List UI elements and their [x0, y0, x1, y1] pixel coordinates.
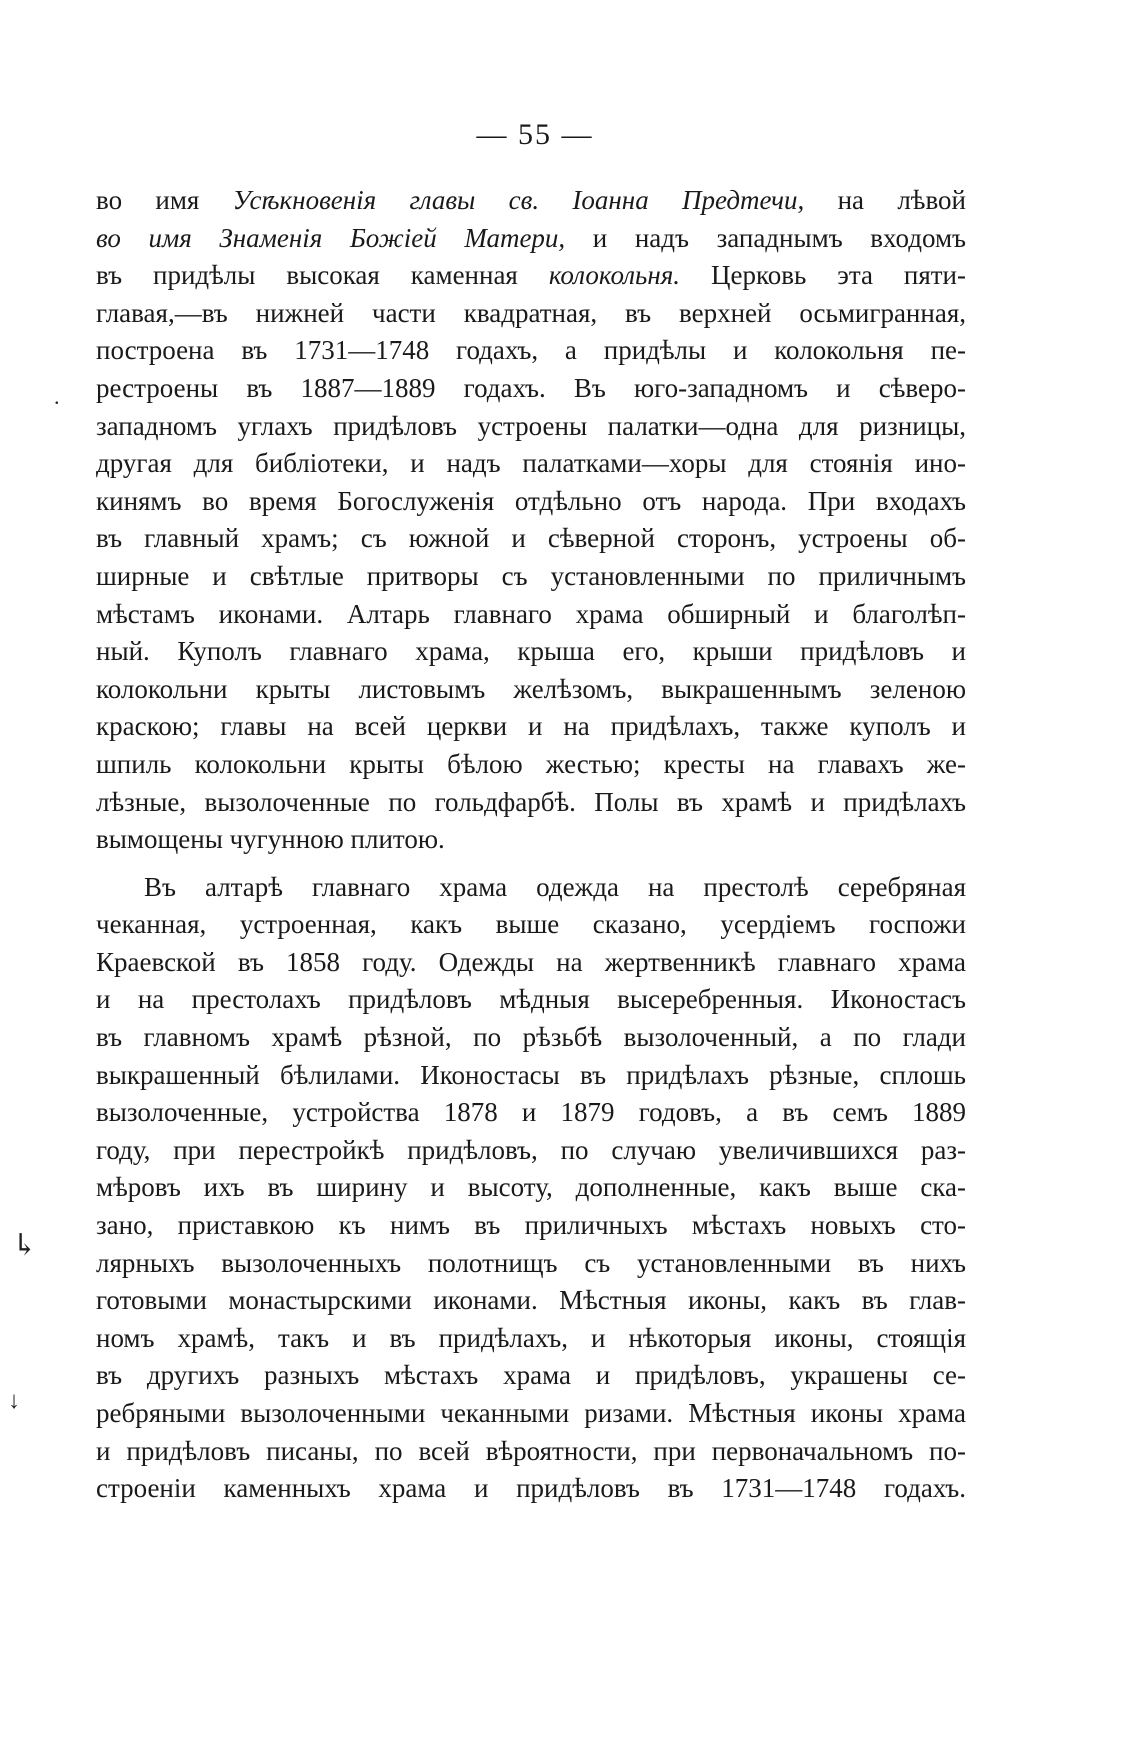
text-line: шпиль колокольни крыты бѣлою жестью; кресты на главахъ же- [96, 748, 966, 779]
text-line: лѣзные, вызолоченные по гольдфарбѣ. Полы въ храмѣ и придѣлахъ [96, 786, 966, 817]
text-line: ширные и свѣтлые притворы съ установленными по приличнымъ [96, 560, 966, 591]
text-line: зано, приставкою къ нимъ въ приличныхъ мѣстахъ новыхъ сто- [96, 1210, 966, 1241]
text-line: краскою; главы на всей церкви и на придѣлахъ, также куполъ и [96, 711, 966, 742]
text-line: готовыми монастырскими иконами. Мѣстныя иконы, какъ въ глав- [96, 1285, 966, 1316]
text-line: другая для библіотеки, и надъ палатками—хоры для стоянія ино- [96, 448, 966, 479]
text-line: въ другихъ разныхъ мѣстахъ храма и придѣловъ, украшены се- [96, 1360, 966, 1391]
text-line: чеканная, устроенная, какъ выше сказано, усердіемъ госпожи [96, 909, 966, 940]
paragraph-gap [96, 859, 966, 869]
text-line: лярныхъ вызолоченныхъ полотнищъ съ установленными въ нихъ [96, 1247, 966, 1278]
text-line: рестроены въ 1887—1889 годахъ. Въ юго-западномъ и сѣверо- [96, 372, 966, 403]
text-line: выкрашенный бѣлилами. Иконостасы въ придѣлахъ рѣзные, сплошь [96, 1059, 966, 1090]
text-line: строеніи каменныхъ храма и придѣловъ въ 1731—1748 годахъ. [96, 1473, 966, 1504]
body-text [96, 182, 966, 1508]
margin-pencil-mark: ↓ [8, 1388, 20, 1414]
paragraph [96, 182, 966, 859]
italic-term: колокольня. [548, 260, 681, 291]
text-line: во имя Знаменія Божіей Матери, и надъ западнымъ входомъ [96, 222, 966, 253]
text-line: и придѣловъ писаны, по всей вѣроятности, при первоначальномъ по- [96, 1435, 966, 1466]
text-line: ный. Куполъ главнаго храма, крыша его, крыши придѣловъ и [96, 636, 966, 667]
text-line: главая,—въ нижней части квадратная, въ верхней осьмигранная, [96, 297, 966, 328]
text-line: въ главномъ храмѣ рѣзной, по рѣзьбѣ вызолоченный, а по глади [96, 1022, 966, 1053]
text-line: колокольни крыты листовымъ желѣзомъ, выкрашеннымъ зеленою [96, 673, 966, 704]
text-line: западномъ углахъ придѣловъ устроены палатки—одна для ризницы, [96, 410, 966, 441]
text-line: и на престолахъ придѣловъ мѣдныя высеребренныя. Иконостасъ [96, 984, 966, 1015]
margin-pencil-mark: ↳ [12, 1229, 38, 1262]
text-line: ребряными вызолоченными чеканными ризами. Мѣстныя иконы храма [96, 1398, 966, 1428]
text-line: году, при перестройкѣ придѣловъ, по случаю увеличившихся раз- [96, 1134, 966, 1165]
text-line: номъ храмѣ, такъ и въ придѣлахъ, и нѣкоторыя иконы, стоящія [96, 1322, 966, 1353]
text-line: въ главный храмъ; съ южной и сѣверной сторонъ, устроены об- [96, 523, 966, 554]
margin-pencil-mark: . [54, 384, 60, 409]
text-line: Въ алтарѣ главнаго храма одежда на престолѣ серебряная [144, 871, 966, 902]
italic-dedication: Усѣкновенія главы св. Іоанна Предтечи, [232, 185, 805, 215]
text-line: мѣстамъ иконами. Алтарь главнаго храма обширный и благолѣп- [96, 598, 966, 629]
text-line: Краевской въ 1858 году. Одежды на жертвенникѣ главнаго храма [96, 946, 966, 977]
text-line: вызолоченные, устройства 1878 и 1879 годовъ, а въ семъ 1889 [96, 1097, 966, 1128]
text-line: построена въ 1731—1748 годахъ, а придѣлы и колокольня пе- [96, 335, 966, 366]
text-line: вымощены чугунною плитою. [96, 824, 445, 855]
page-number: — 55 — [476, 118, 594, 151]
text-line: въ придѣлы высокая каменная колокольня. Церковь эта пяти- [96, 260, 966, 291]
text-line: во имя Усѣкновенія главы св. Іоанна Предтечи, на лѣвой [96, 185, 966, 215]
paragraph [96, 869, 966, 1508]
text-line: мѣровъ ихъ въ ширину и высоту, дополненные, какъ выше ска- [96, 1172, 966, 1203]
italic-dedication: во имя Знаменія Божіей Матери, [96, 222, 566, 253]
text-line: кинямъ во время Богослуженія отдѣльно отъ народа. При входахъ [96, 485, 966, 516]
